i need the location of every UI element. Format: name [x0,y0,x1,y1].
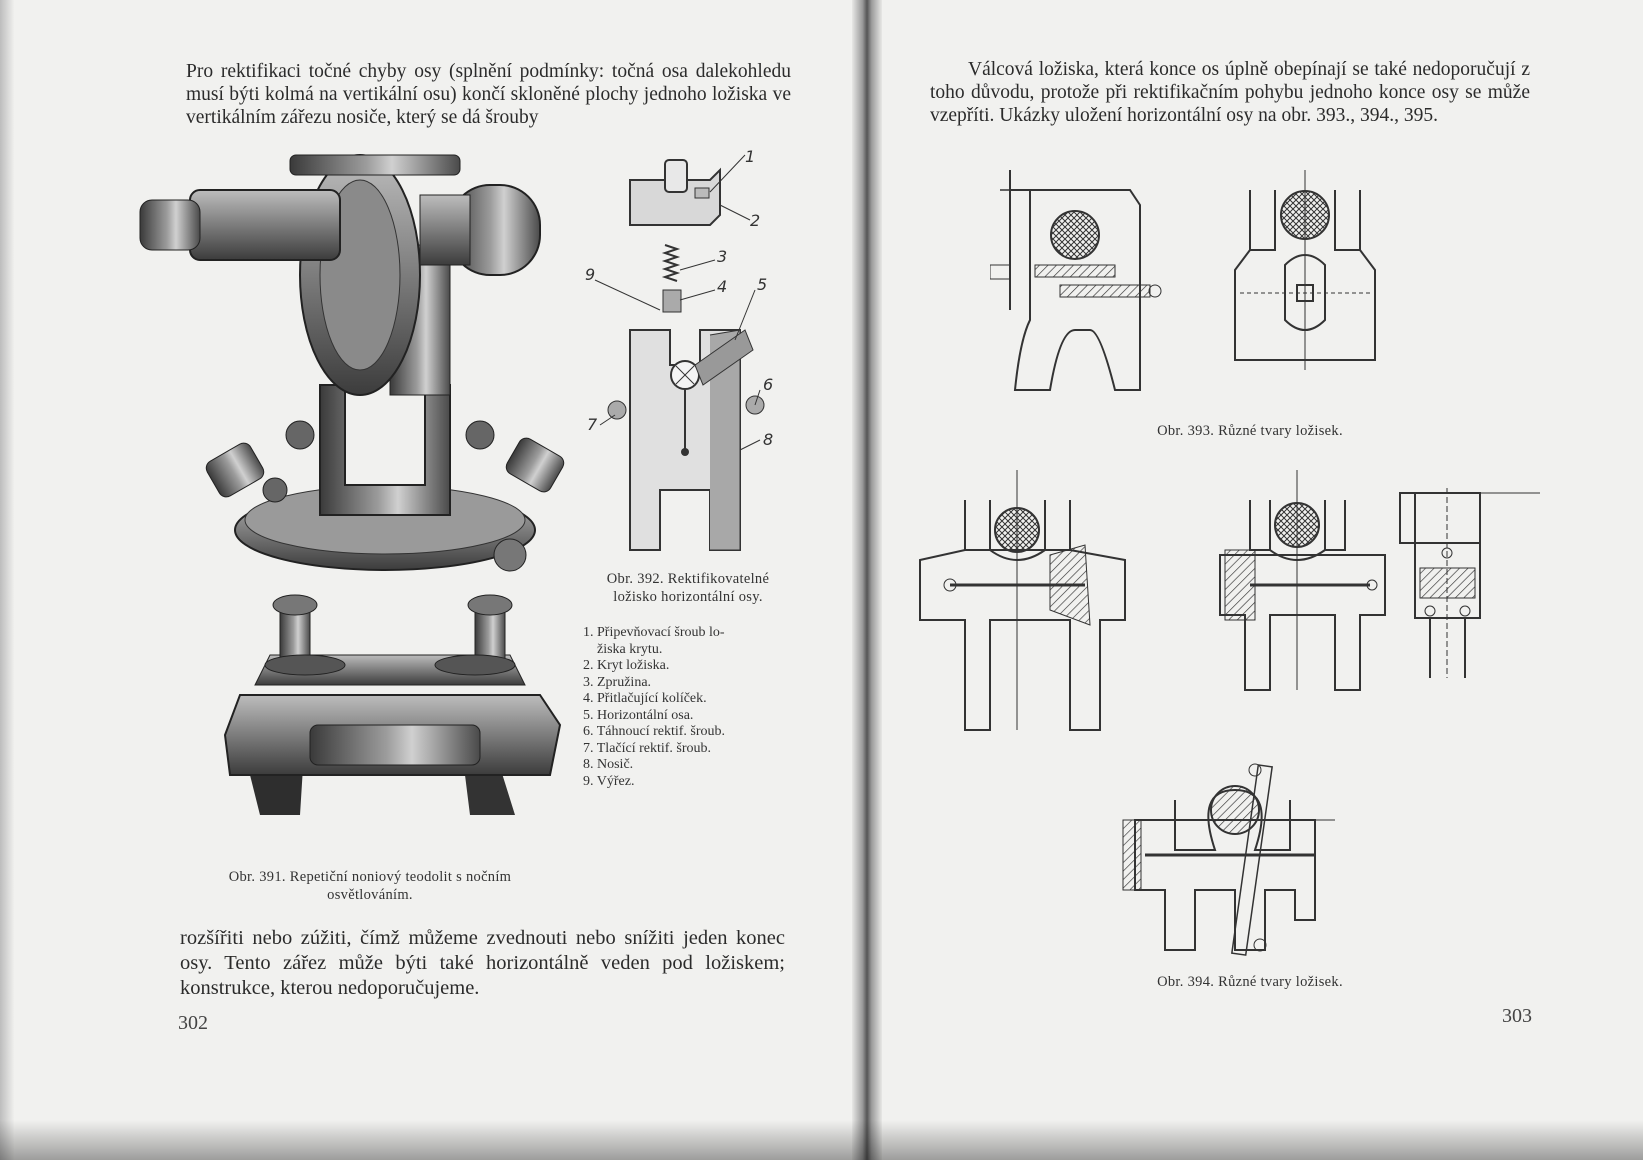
fig392-label-5: 5 [757,275,768,294]
legend-item: 9. Výřez. [583,773,635,789]
fig392-label-7: 7 [587,415,598,434]
bottom-shadow [0,1120,1643,1160]
fig392-label-8: 8 [763,430,774,449]
legend-item: 3. Zpružina. [583,674,652,690]
legend-item: 6. Táhnoucí rektif. šroub. [583,724,726,739]
fig392-label-1: 1 [745,150,756,166]
bearing-shape-a [915,470,1155,740]
legend-item: 7. Tlačící rektif. šroub. [583,740,712,756]
left-bottom-paragraph: rozšířiti nebo zúžiti, čímž můžeme zvednouti nebo snížiti jeden konec osy. Tento zářez může býti také horizontálně veden pod ložiskem; konstrukce, kterou nedoporučujeme. [180,927,785,999]
legend-item: 1. Připevňovací šroub lo- [583,625,725,640]
legend-item: 4. Přitlačující kolíček. [583,691,707,706]
legend-item: 5. Horizontální osa. [583,707,694,723]
page-number-left: 302 [178,1012,208,1034]
page-number-right: 303 [1502,1005,1532,1027]
book-gutter [852,0,882,1160]
fig392-label-9: 9 [585,265,596,284]
left-top-paragraph: Pro rektifikaci točné chyby osy (splnění podmínky: točná osa dalekohledu musí býti kolmá na vertikální osu) končí skloněné plochy jednoho ložiska ve vertikálním zářezu nosiče, který se dá šrouby [186,61,791,128]
caption-fig-393: Obr. 393. Různé tvary ložisek. [1157,423,1343,439]
theodolite-illustration [130,135,570,815]
bearing-shape-c [1395,488,1545,688]
bearing-diagram [585,150,795,560]
legend-item: 8. Nosič. [583,757,634,772]
bearing-shapes-fig393 [990,170,1410,410]
right-top-paragraph: Válcová ložiska, která konce os úplně obepínají se také nedoporučují z toho důvodu, protože při rektifikačním pohybu jednoho konce osy se může vzepříti. Ukázky uložení horizontální osy na obr. 393., 394., 395. [930,59,1530,126]
page-edge [0,0,14,1160]
caption-fig-391: Obr. 391. Repetiční noniový teodolit s nočním osvětlováním. [228,869,512,903]
legend-item: 2. Kryt ložiska. [583,658,670,673]
fig392-label-2: 2 [750,211,761,230]
fig392-label-3: 3 [717,247,728,266]
fig392-label-4: 4 [717,277,728,296]
caption-fig-394: Obr. 394. Různé tvary ložisek. [1157,974,1343,990]
legend-item: žiska krytu. [597,641,663,657]
fig392-legend [583,625,798,790]
fig392-label-6: 6 [763,375,774,394]
bearing-shape-d [1115,760,1355,960]
caption-fig-392: Obr. 392. Rektifikovatelné ložisko horizontální osy. [606,571,770,605]
bearing-shape-b [1200,470,1390,700]
